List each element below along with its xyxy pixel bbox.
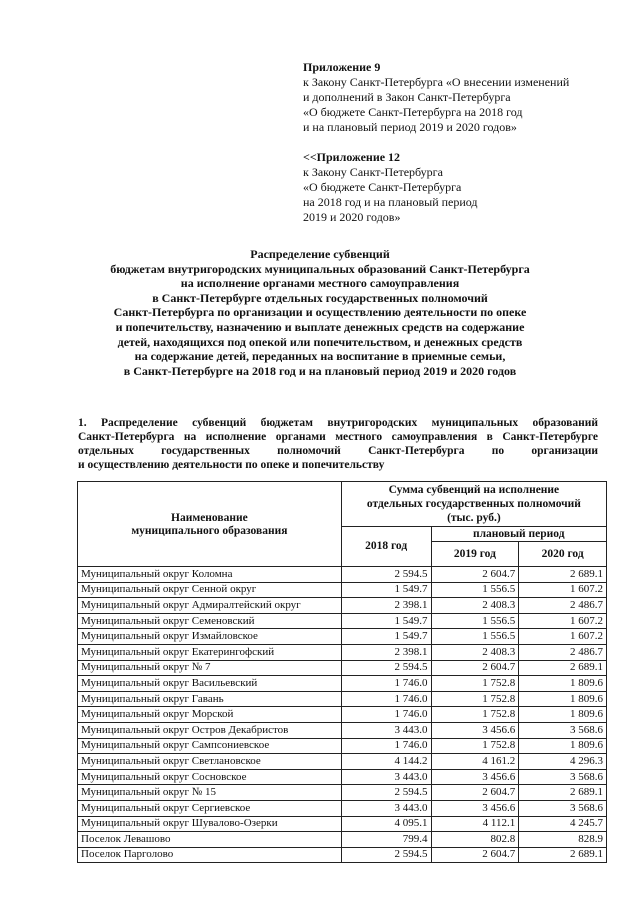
title-line: бюджетам внутригородских муниципальных образований Санкт-Петербурга xyxy=(110,261,530,276)
table-row xyxy=(78,800,607,816)
value-2019-cell: 2 604.7 xyxy=(431,567,519,583)
value-2019-cell: 2 604.7 xyxy=(431,847,519,863)
table-row xyxy=(78,644,607,660)
header-name-line: муниципального образования xyxy=(131,525,288,537)
title-line: в Санкт-Петербурге отдельных государственных полномочий xyxy=(152,290,488,305)
value-2019-cell: 2 408.3 xyxy=(431,598,519,614)
municipality-name-cell: Муниципальный округ № 7 xyxy=(78,660,342,676)
table-row xyxy=(78,738,607,754)
value-2019-cell: 3 456.6 xyxy=(431,722,519,738)
value-2018-cell: 1 746.0 xyxy=(341,691,431,707)
table-row xyxy=(78,785,607,801)
value-2020-cell: 1 809.6 xyxy=(519,676,607,692)
municipality-name-cell: Муниципальный округ Екатерингофский xyxy=(78,644,342,660)
municipality-name-cell: Муниципальный округ Шувалово-Озерки xyxy=(78,816,342,832)
table-row xyxy=(78,754,607,770)
header-name-line: Наименование xyxy=(171,512,248,524)
value-2020-cell: 2 689.1 xyxy=(519,660,607,676)
header-sum-line: Сумма субвенций на исполнение xyxy=(388,484,560,496)
appendix-12-line: «О бюджете Санкт-Петербурга xyxy=(303,180,462,194)
header-year-2018: 2018 год xyxy=(341,527,431,567)
value-2020-cell: 4 245.7 xyxy=(519,816,607,832)
value-2020-cell: 3 568.6 xyxy=(519,722,607,738)
value-2020-cell: 2 689.1 xyxy=(519,785,607,801)
value-2019-cell: 2 604.7 xyxy=(431,785,519,801)
table-header-row xyxy=(78,482,607,527)
value-2019-cell: 2 604.7 xyxy=(431,660,519,676)
value-2018-cell: 2 594.5 xyxy=(341,660,431,676)
value-2018-cell: 799.4 xyxy=(341,832,431,848)
value-2019-cell: 4 161.2 xyxy=(431,754,519,770)
value-2018-cell: 2 398.1 xyxy=(341,598,431,614)
table-body xyxy=(78,567,607,863)
municipality-name-cell: Поселок Левашово xyxy=(78,832,342,848)
value-2018-cell: 2 594.5 xyxy=(341,847,431,863)
value-2018-cell: 1 549.7 xyxy=(341,629,431,645)
section-line: Санкт-Петербурга на исполнение органами местного самоуправления в Санкт-Петербурге xyxy=(78,431,598,443)
municipality-name-cell: Поселок Парголово xyxy=(78,847,342,863)
subventions-table xyxy=(77,481,607,863)
header-sum xyxy=(341,482,606,527)
municipality-name-cell: Муниципальный округ Остров Декабристов xyxy=(78,722,342,738)
table-row xyxy=(78,567,607,583)
document-title xyxy=(70,247,570,378)
value-2019-cell: 1 752.8 xyxy=(431,738,519,754)
title-line: и попечительству, назначению и выплате денежных средств на содержание xyxy=(115,319,525,334)
value-2019-cell: 1 752.8 xyxy=(431,691,519,707)
value-2020-cell: 2 486.7 xyxy=(519,644,607,660)
table-row xyxy=(78,691,607,707)
title-line: Распределение субвенций xyxy=(250,247,390,261)
appendix-12-block xyxy=(303,150,623,225)
municipality-name-cell: Муниципальный округ Сампсониевское xyxy=(78,738,342,754)
municipality-name-cell: Муниципальный округ Сосновское xyxy=(78,769,342,785)
appendix-12-line: 2019 и 2020 годов» xyxy=(303,210,401,224)
value-2020-cell: 1 607.2 xyxy=(519,629,607,645)
municipality-name-cell: Муниципальный округ № 15 xyxy=(78,785,342,801)
value-2019-cell: 1 556.5 xyxy=(431,582,519,598)
title-line: Санкт-Петербурга по организации и осуществлению деятельности по опеке xyxy=(113,305,527,320)
header-year-2019: 2019 год xyxy=(431,542,519,567)
header-name xyxy=(78,482,342,567)
value-2019-cell: 3 456.6 xyxy=(431,769,519,785)
value-2018-cell: 1 549.7 xyxy=(341,613,431,629)
value-2019-cell: 3 456.6 xyxy=(431,800,519,816)
value-2018-cell: 3 443.0 xyxy=(341,800,431,816)
municipality-name-cell: Муниципальный округ Измайловское xyxy=(78,629,342,645)
header-year-2020: 2020 год xyxy=(519,542,607,567)
value-2018-cell: 1 746.0 xyxy=(341,707,431,723)
table-row xyxy=(78,613,607,629)
header-sum-line: отдельных государственных полномочий xyxy=(366,498,581,510)
value-2019-cell: 1 752.8 xyxy=(431,707,519,723)
value-2020-cell: 2 486.7 xyxy=(519,598,607,614)
appendix-9-line: и дополнений в Закон Санкт-Петербурга xyxy=(303,90,511,104)
value-2019-cell: 4 112.1 xyxy=(431,816,519,832)
value-2018-cell: 2 594.5 xyxy=(341,785,431,801)
value-2018-cell: 3 443.0 xyxy=(341,722,431,738)
appendix-9-line: «О бюджете Санкт-Петербурга на 2018 год xyxy=(303,105,523,119)
value-2018-cell: 1 549.7 xyxy=(341,582,431,598)
value-2020-cell: 3 568.6 xyxy=(519,800,607,816)
table-row xyxy=(78,722,607,738)
value-2019-cell: 1 556.5 xyxy=(431,629,519,645)
appendix-9-title: Приложение 9 xyxy=(303,60,381,74)
value-2019-cell: 802.8 xyxy=(431,832,519,848)
value-2020-cell: 1 607.2 xyxy=(519,582,607,598)
value-2018-cell: 4 144.2 xyxy=(341,754,431,770)
header-planning-period: плановый период xyxy=(431,527,607,542)
value-2019-cell: 1 556.5 xyxy=(431,613,519,629)
municipality-name-cell: Муниципальный округ Семеновский xyxy=(78,613,342,629)
value-2020-cell: 1 809.6 xyxy=(519,738,607,754)
value-2020-cell: 1 607.2 xyxy=(519,613,607,629)
table-row xyxy=(78,832,607,848)
value-2018-cell: 1 746.0 xyxy=(341,676,431,692)
value-2020-cell: 828.9 xyxy=(519,832,607,848)
value-2018-cell: 2 398.1 xyxy=(341,644,431,660)
value-2020-cell: 4 296.3 xyxy=(519,754,607,770)
value-2020-cell: 2 689.1 xyxy=(519,847,607,863)
title-line: в Санкт-Петербурге на 2018 год и на плановый период 2019 и 2020 годов xyxy=(123,363,517,378)
header-sum-line: (тыс. руб.) xyxy=(447,512,501,524)
appendix-9-line: и на плановый период 2019 и 2020 годов» xyxy=(303,120,517,134)
appendix-9-block xyxy=(303,60,623,135)
municipality-name-cell: Муниципальный округ Морской xyxy=(78,707,342,723)
table-row xyxy=(78,769,607,785)
value-2018-cell: 2 594.5 xyxy=(341,567,431,583)
value-2018-cell: 3 443.0 xyxy=(341,769,431,785)
table-row xyxy=(78,847,607,863)
municipality-name-cell: Муниципальный округ Сергиевское xyxy=(78,800,342,816)
value-2020-cell: 1 809.6 xyxy=(519,707,607,723)
table-row xyxy=(78,816,607,832)
appendix-9-line: к Закону Санкт-Петербурга «О внесении изменений xyxy=(303,75,570,89)
value-2020-cell: 3 568.6 xyxy=(519,769,607,785)
title-line: на содержание детей, переданных на воспитание в приемные семьи, xyxy=(134,349,506,364)
value-2020-cell: 2 689.1 xyxy=(519,567,607,583)
municipality-name-cell: Муниципальный округ Сенной округ xyxy=(78,582,342,598)
table-row xyxy=(78,582,607,598)
table-row xyxy=(78,676,607,692)
section-line: и осуществлению деятельности по опеке и попечительству xyxy=(78,459,385,471)
value-2020-cell: 1 809.6 xyxy=(519,691,607,707)
appendix-12-line: к Закону Санкт-Петербурга xyxy=(303,165,443,179)
table-row xyxy=(78,629,607,645)
municipality-name-cell: Муниципальный округ Коломна xyxy=(78,567,342,583)
value-2019-cell: 1 752.8 xyxy=(431,676,519,692)
table-row xyxy=(78,598,607,614)
municipality-name-cell: Муниципальный округ Васильевский xyxy=(78,676,342,692)
appendix-12-title: <<Приложение 12 xyxy=(303,150,401,164)
table-row xyxy=(78,707,607,723)
value-2018-cell: 4 095.1 xyxy=(341,816,431,832)
appendix-12-line: на 2018 год и на плановый период xyxy=(303,195,478,209)
municipality-name-cell: Муниципальный округ Гавань xyxy=(78,691,342,707)
value-2018-cell: 1 746.0 xyxy=(341,738,431,754)
municipality-name-cell: Муниципальный округ Адмиралтейский округ xyxy=(78,598,342,614)
title-line: детей, находящихся под опекой или попечительством, и денежных средств xyxy=(117,334,523,349)
municipality-name-cell: Муниципальный округ Светлановское xyxy=(78,754,342,770)
table-row xyxy=(78,660,607,676)
section-line: 1. Распределение субвенций бюджетам внутригородских муниципальных образований xyxy=(78,417,598,429)
value-2019-cell: 2 408.3 xyxy=(431,644,519,660)
section-line: отдельных государственных полномочий Санкт-Петербурга по организации xyxy=(78,445,598,457)
section-heading xyxy=(78,416,598,472)
title-line: на исполнение органами местного самоуправления xyxy=(180,276,460,291)
